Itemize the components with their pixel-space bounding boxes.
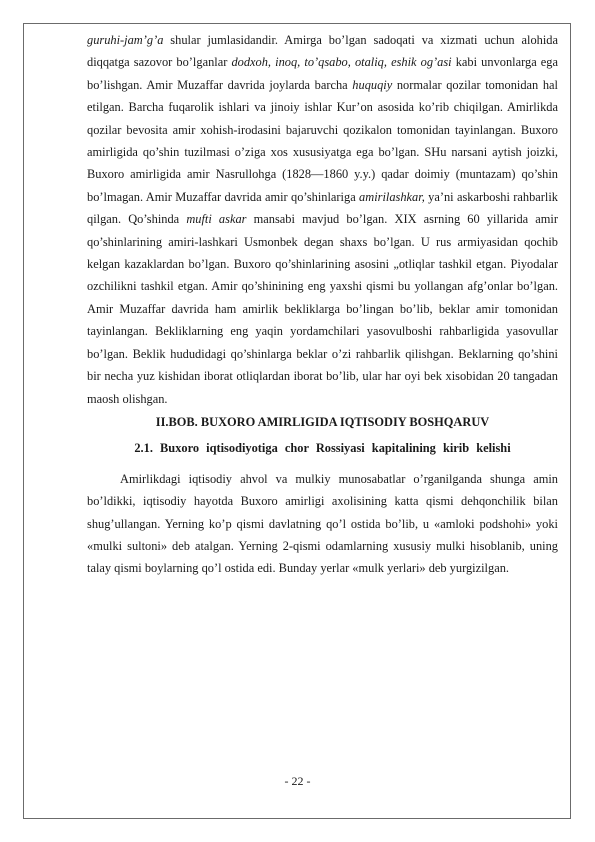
- text-run: normalar qozilar tomonidan hal etilgan. Barcha fuqarolik ishlari va jinoiy ishlar Kur’on asosida ko’rib chiqilgan. Amirlikda qozilar bevosita amir xohish-irodasini bajaruvchi qozikalon tomonidan tayinlangan. Buxoro amirligida qo’shin tuzilmasi o’ziga xos xususiyatga ega bo’lgan. SHu narsani aytish joizki, Buxoro amirligida amir Nasrullohga (1828—1860 y.y.) qadar doimiy (muntazam) qo’shin bo’lmagan. Amir Muzaffar davrida amir qo’shinlariga: [87, 77, 558, 204]
- text-run: ya’ni askarboshi rahbarlik qilgan. Qo’shinda: [87, 189, 559, 227]
- chapter-heading: II.BOB. BUXORO AMIRLIGIDA IQTISODIY BOSHQARUV: [155, 414, 490, 429]
- italic-term: huquqiy: [352, 77, 393, 92]
- paragraph-military-structure: [87, 29, 558, 410]
- italic-term: dodxoh, inoq, to’qsabo, otaliq, eshik og’asi: [231, 55, 452, 70]
- italic-term: mufti askar: [186, 212, 247, 227]
- paragraph-economy: Amirlikdagi iqtisodiy ahvol va mulkiy munosabatlar o’rganilganda shunga amin bo’ldikki, iqtisodiy hayotda Buxoro amirligi axolisining katta qismi dehqonchilik bilan shug’ullangan. Yerning ko’p qismi davlatning qo’l ostida bo’lib, u «amloki podshohi» yoki «mulki sultoni» deb atalgan. Yerning 2-qismi odamlarning xususiy mulki hisoblanib, uning talay qismi boylarning qo’l ostida edi. Bunday yerlar «mulk yerlari» deb yurgizilgan.: [87, 471, 558, 576]
- text-run: kabi unvonlarga ega bo’lishgan. Amir Muzaffar davrida joylarda barcha: [87, 55, 558, 92]
- italic-term: guruhi-jam’g’a: [87, 33, 164, 47]
- document-body: [87, 29, 558, 580]
- page-number: - 22 -: [284, 774, 311, 788]
- text-run: mansabi mavjud bo’lgan. XIX asrning 60 yillarida amir qo’shinlarining amiri-lashkari Usmonbek degan shaxs bo’lgan. U rus armiyasidan qochib kelgan kazaklardan bo’lgan. Buxoro qo’shinlarining asosini „otliqlar tashkil etgan. Piyodalar ozchilikni tashkil etgan. Amir qo’shinining eng yaxshi qismi bu yollangan afg’onlar bo’lgan. Amir Muzaffar davrida ham amirlik bekliklarga bo’lingan bo’lib, beklar amir tomonidan tayinlangan. Bekliklarning eng yaqin yordamchilari yasovulboshi rahbarligida yasovullar bo’lgan. Beklik hududidagi qo’shinlarga beklar o’zi rahbarlik qilishgan. Beklarning qo’shini bir necha yuz kishidan iborat otliqlardan iborat bo’lib, ular har oyi bek xisobidan 20 tangadan maosh olishgan.: [87, 212, 558, 406]
- section-heading: 2.1. Buxoro iqtisodiyotiga chor Rossiyasi kapitalining kirib kelishi: [134, 441, 511, 456]
- text-run: shular jumlasidandir. Amirga bo’lgan sadoqati va xizmati uchun alohida diqqatga sazovor bo’lganlar: [87, 33, 558, 70]
- italic-term: amirilashkar,: [359, 189, 425, 204]
